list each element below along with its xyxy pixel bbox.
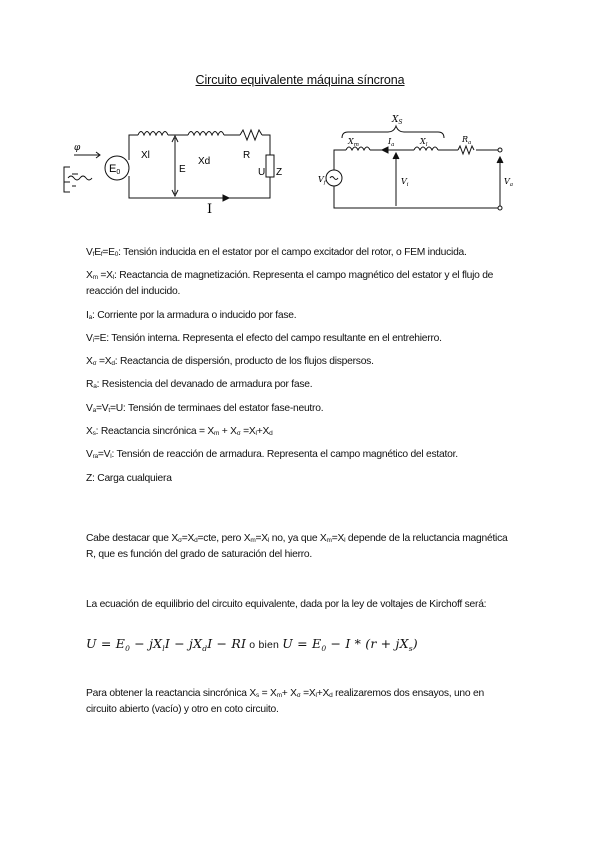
- vi-label: $V_i$: [401, 177, 409, 188]
- text-run: R: [86, 379, 94, 391]
- text-run: realizaremos dos ensayos, uno en circuito abierto (vacío) y otro en coto circuito.: [86, 688, 484, 715]
- definition-item: [86, 354, 526, 370]
- subscript: ra: [92, 453, 98, 461]
- subscript: l: [255, 430, 257, 438]
- i-label: I: [207, 202, 213, 217]
- xd-label: Xd: [198, 156, 211, 167]
- definition-item: [86, 447, 526, 463]
- text-run: =cte, pero X: [197, 533, 251, 544]
- text-run: =V: [96, 402, 109, 414]
- definition-item: [86, 245, 526, 261]
- text-run: Z: Carga cualquiera: [86, 472, 172, 484]
- subscript: m: [326, 537, 332, 544]
- text-run: =V: [97, 449, 111, 461]
- definitions-list: [86, 245, 526, 494]
- e-label: E: [179, 164, 186, 175]
- ia-top-label: $I_a$: [388, 137, 395, 148]
- e0-label: E0: [109, 163, 121, 176]
- subscript: 0: [114, 251, 119, 258]
- paragraph-reactance-note: [86, 531, 516, 563]
- text-run: no, ya que X: [269, 533, 327, 544]
- subscript: i: [92, 336, 94, 344]
- subscript: a: [88, 313, 92, 321]
- subscript: d: [269, 430, 273, 438]
- xl-right-label: $X_l$: [420, 137, 428, 148]
- text-run: E: [94, 247, 101, 258]
- definition-item: [86, 401, 526, 417]
- phi-label: φ: [74, 143, 81, 153]
- text-run: =E: [102, 247, 115, 258]
- subscript: l: [267, 537, 270, 544]
- subscript: m: [250, 537, 256, 544]
- text-run: : Resistencia del devanado de armadura por fase.: [96, 379, 313, 391]
- text-run: =X: [331, 533, 345, 544]
- text-run: =X: [240, 426, 256, 438]
- text-run: +X: [256, 426, 270, 438]
- xl-label: Xl: [141, 150, 150, 161]
- subscript: l: [112, 274, 114, 282]
- text-run: : Reactancia sincrónica = X: [95, 426, 214, 438]
- text-run: =X: [255, 533, 268, 544]
- text-run: X: [86, 270, 93, 282]
- text-run: depende de la reluctancia magnética R, que es función del grado de saturación del hierro.: [86, 533, 508, 560]
- subscript: σ: [178, 537, 182, 544]
- text-run: +X: [316, 688, 330, 699]
- definition-item: [86, 331, 526, 347]
- subscript: f: [92, 251, 95, 258]
- subscript: σ: [296, 692, 301, 699]
- subscript: σ: [236, 430, 241, 438]
- text-run: + X: [219, 426, 237, 438]
- text-run: = X: [258, 688, 277, 699]
- va-label: $V_a$: [504, 177, 514, 188]
- text-run: V: [86, 247, 93, 258]
- subscript: l: [110, 453, 112, 461]
- text-run: X: [86, 356, 93, 368]
- equation: $U = E_0 - jX_lI - jX_dI$ − RI o bien $U = E_0 - I * (r + jX_s)$: [86, 636, 418, 653]
- definition-item: [86, 471, 526, 487]
- xs-label: $X_S$: [392, 115, 403, 126]
- text-run: I: [86, 309, 89, 321]
- text-run: =X: [96, 356, 112, 368]
- subscript: l: [315, 692, 317, 699]
- subscript: a: [93, 383, 97, 391]
- u-label: U: [258, 167, 266, 178]
- z-label: Z: [276, 167, 283, 178]
- page-title: Circuito equivalente máquina síncrona: [195, 73, 405, 87]
- subscript: d: [111, 360, 115, 368]
- subscript: m: [213, 430, 220, 438]
- subscript: s: [92, 430, 96, 438]
- paragraph-kirchoff: La ecuación de equilibrio del circuito equivalente, dada por la ley de voltajes de Kirchoff será:: [86, 599, 487, 610]
- definition-item: [86, 268, 526, 300]
- subscript: a: [92, 406, 96, 414]
- text-run: : Tensión inducida en el estator por el campo excitador del rotor, o FEM inducida.: [118, 247, 467, 258]
- subscript: f: [100, 251, 103, 258]
- subscript: σ: [92, 360, 97, 368]
- text-run: : Reactancia de dispersión, producto de los flujos dispersos.: [114, 356, 374, 368]
- paragraph-tests: [86, 686, 516, 718]
- text-run: : Tensión de reacción de armadura. Representa el campo magnético del estator.: [111, 449, 458, 461]
- text-run: : Reactancia de magnetización. Representa el campo magnético del estator y el flujo de reacción del inducido.: [86, 270, 494, 298]
- text-run: V: [86, 402, 93, 414]
- text-run: X: [86, 426, 93, 438]
- definition-item: [86, 424, 526, 440]
- subscript: m: [92, 274, 98, 282]
- ra-label: $R_a$: [462, 135, 472, 146]
- text-run: + X: [281, 688, 297, 699]
- circuit-diagram-right: [318, 108, 518, 216]
- text-run: : Corriente por la armadura o inducido por fase.: [92, 309, 297, 321]
- text-run: =X: [300, 688, 316, 699]
- text-run: Para obtener la reactancia sincrónica X: [86, 688, 256, 699]
- subscript: l: [344, 537, 346, 544]
- r-label: R: [243, 150, 251, 161]
- subscript: t: [108, 406, 110, 414]
- subscript: d: [194, 537, 198, 544]
- text-run: =E: Tensión interna. Representa el efecto del campo resultante en el entrehierro.: [93, 332, 442, 344]
- text-run: =X: [97, 270, 113, 282]
- definition-item: [86, 308, 526, 324]
- vf-label: $V_f$: [318, 175, 326, 186]
- circuit-diagram-left: [58, 120, 298, 220]
- subscript: d: [329, 692, 333, 699]
- definition-item: [86, 377, 526, 393]
- subscript: s: [255, 692, 259, 699]
- xm-label: $X_m$: [348, 137, 359, 148]
- text-run: =X: [181, 533, 195, 544]
- text-run: V: [86, 449, 93, 461]
- text-run: V: [86, 332, 93, 344]
- text-run: Cabe destacar que X: [86, 533, 178, 544]
- subscript: m: [276, 692, 282, 699]
- text-run: =U: Tensión de terminaes del estator fase-neutro.: [109, 402, 324, 414]
